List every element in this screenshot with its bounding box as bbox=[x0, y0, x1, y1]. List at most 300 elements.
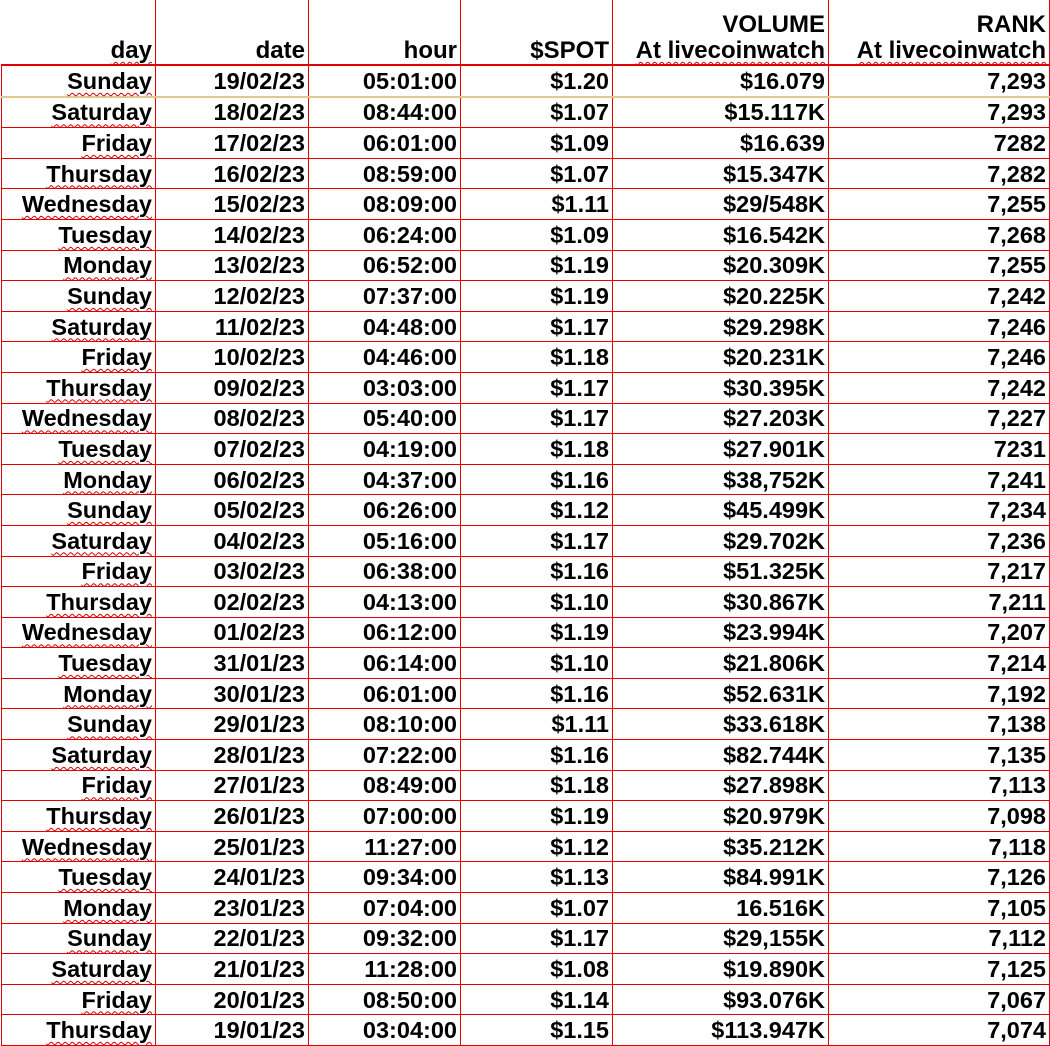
cell-hour[interactable] bbox=[309, 495, 461, 526]
cell-spot-value: $1.17 bbox=[550, 527, 609, 554]
cell-volume[interactable] bbox=[613, 1015, 829, 1046]
cell-spot-value: $1.09 bbox=[550, 221, 609, 248]
cell-hour[interactable] bbox=[309, 97, 461, 128]
cell-hour-value: 03:03:00 bbox=[362, 374, 457, 401]
header-day-label: day bbox=[110, 37, 152, 64]
cell-rank[interactable] bbox=[829, 342, 1050, 373]
cell-hour[interactable] bbox=[309, 923, 461, 954]
cell-spot-value: $1.13 bbox=[550, 864, 609, 891]
cell-day[interactable] bbox=[2, 862, 156, 893]
cell-rank[interactable] bbox=[829, 893, 1050, 924]
cell-spot[interactable] bbox=[461, 434, 613, 465]
cell-spot[interactable] bbox=[461, 678, 613, 709]
table-row bbox=[2, 831, 1050, 862]
cell-spot[interactable] bbox=[461, 648, 613, 679]
cell-day[interactable] bbox=[2, 556, 156, 587]
cell-date[interactable] bbox=[156, 97, 309, 128]
cell-rank-value: 7,074 bbox=[987, 1017, 1046, 1044]
cell-date-value: 02/02/23 bbox=[213, 588, 305, 615]
cell-spot[interactable] bbox=[461, 65, 613, 97]
cell-volume[interactable] bbox=[613, 434, 829, 465]
cell-day[interactable] bbox=[2, 740, 156, 771]
cell-volume[interactable] bbox=[613, 556, 829, 587]
cell-rank[interactable] bbox=[829, 678, 1050, 709]
cell-rank[interactable] bbox=[829, 464, 1050, 495]
cell-spot-value: $1.18 bbox=[550, 344, 609, 371]
table-row bbox=[2, 801, 1050, 832]
cell-spot-value: $1.16 bbox=[550, 558, 609, 585]
header-date[interactable] bbox=[156, 0, 309, 65]
cell-volume[interactable] bbox=[613, 250, 829, 281]
cell-hour[interactable] bbox=[309, 65, 461, 97]
cell-rank[interactable] bbox=[829, 219, 1050, 250]
cell-day[interactable] bbox=[2, 219, 156, 250]
cell-volume[interactable] bbox=[613, 128, 829, 159]
cell-day-value: Wednesday bbox=[21, 619, 152, 646]
cell-spot[interactable] bbox=[461, 311, 613, 342]
cell-date[interactable] bbox=[156, 984, 309, 1015]
table-row bbox=[2, 434, 1050, 465]
header-volume-line2: At livecoinwatch bbox=[635, 37, 825, 64]
cell-volume-value: 16.516K bbox=[736, 894, 825, 921]
cell-hour-value: 08:50:00 bbox=[362, 986, 457, 1013]
cell-date[interactable] bbox=[156, 189, 309, 220]
cell-volume[interactable] bbox=[613, 831, 829, 862]
table-row bbox=[2, 311, 1050, 342]
cell-volume[interactable] bbox=[613, 740, 829, 771]
cell-hour[interactable] bbox=[309, 464, 461, 495]
cell-volume-value: $29,155K bbox=[723, 925, 825, 952]
cell-date-value: 15/02/23 bbox=[213, 191, 305, 218]
cell-hour-value: 04:46:00 bbox=[362, 344, 457, 371]
cell-hour[interactable] bbox=[309, 342, 461, 373]
cell-spot[interactable] bbox=[461, 219, 613, 250]
cell-hour[interactable] bbox=[309, 403, 461, 434]
cell-date-value: 28/01/23 bbox=[213, 741, 305, 768]
cell-spot[interactable] bbox=[461, 1015, 613, 1046]
cell-hour-value: 06:26:00 bbox=[362, 497, 457, 524]
cell-rank[interactable] bbox=[829, 770, 1050, 801]
cell-date-value: 27/01/23 bbox=[213, 772, 305, 799]
cell-rank[interactable] bbox=[829, 158, 1050, 189]
cell-day-value: Tuesday bbox=[58, 650, 152, 677]
cell-spot-value: $1.20 bbox=[550, 67, 609, 94]
cell-volume[interactable] bbox=[613, 617, 829, 648]
cell-day[interactable] bbox=[2, 954, 156, 985]
cell-day[interactable] bbox=[2, 250, 156, 281]
cell-volume[interactable] bbox=[613, 219, 829, 250]
cell-day-value: Saturday bbox=[51, 741, 152, 768]
cell-day[interactable] bbox=[2, 648, 156, 679]
cell-hour[interactable] bbox=[309, 219, 461, 250]
cell-day[interactable] bbox=[2, 158, 156, 189]
table-row bbox=[2, 342, 1050, 373]
cell-date[interactable] bbox=[156, 128, 309, 159]
cell-date[interactable] bbox=[156, 464, 309, 495]
cell-date-value: 12/02/23 bbox=[213, 282, 305, 309]
cell-volume[interactable] bbox=[613, 525, 829, 556]
cell-hour-value: 05:16:00 bbox=[362, 527, 457, 554]
cell-hour-value: 07:00:00 bbox=[362, 803, 457, 830]
cell-day[interactable] bbox=[2, 464, 156, 495]
cell-day[interactable] bbox=[2, 97, 156, 128]
cell-rank[interactable] bbox=[829, 801, 1050, 832]
cell-hour[interactable] bbox=[309, 372, 461, 403]
cell-date[interactable] bbox=[156, 219, 309, 250]
cell-day[interactable] bbox=[2, 281, 156, 312]
table-row bbox=[2, 372, 1050, 403]
cell-hour-value: 05:01:00 bbox=[362, 67, 457, 94]
cell-volume[interactable] bbox=[613, 678, 829, 709]
cell-spot-value: $1.18 bbox=[550, 435, 609, 462]
cell-hour[interactable] bbox=[309, 556, 461, 587]
table-row bbox=[2, 525, 1050, 556]
cell-hour[interactable] bbox=[309, 128, 461, 159]
cell-spot-value: $1.09 bbox=[550, 129, 609, 156]
cell-hour[interactable] bbox=[309, 158, 461, 189]
cell-rank[interactable] bbox=[829, 587, 1050, 618]
cell-volume[interactable] bbox=[613, 923, 829, 954]
cell-rank[interactable] bbox=[829, 984, 1050, 1015]
cell-hour[interactable] bbox=[309, 831, 461, 862]
cell-hour-value: 06:24:00 bbox=[362, 221, 457, 248]
cell-hour[interactable] bbox=[309, 984, 461, 1015]
cell-rank[interactable] bbox=[829, 97, 1050, 128]
cell-volume[interactable] bbox=[613, 342, 829, 373]
cell-day[interactable] bbox=[2, 678, 156, 709]
cell-hour[interactable] bbox=[309, 678, 461, 709]
cell-volume[interactable] bbox=[613, 893, 829, 924]
cell-hour[interactable] bbox=[309, 709, 461, 740]
cell-date[interactable] bbox=[156, 954, 309, 985]
cell-hour-value: 04:37:00 bbox=[362, 466, 457, 493]
cell-day-value: Saturday bbox=[51, 99, 152, 126]
cell-volume-value: $30.867K bbox=[723, 588, 825, 615]
cell-date[interactable] bbox=[156, 740, 309, 771]
cell-hour[interactable] bbox=[309, 587, 461, 618]
cell-spot[interactable] bbox=[461, 495, 613, 526]
cell-volume-value: $20.225K bbox=[723, 282, 825, 309]
table-row bbox=[2, 954, 1050, 985]
header-day[interactable] bbox=[2, 0, 156, 65]
cell-spot[interactable] bbox=[461, 464, 613, 495]
cell-hour-value: 06:12:00 bbox=[362, 619, 457, 646]
cell-volume[interactable] bbox=[613, 648, 829, 679]
cell-date[interactable] bbox=[156, 709, 309, 740]
cell-spot[interactable] bbox=[461, 403, 613, 434]
cell-spot[interactable] bbox=[461, 954, 613, 985]
cell-rank[interactable] bbox=[829, 1015, 1050, 1046]
cell-date[interactable] bbox=[156, 495, 309, 526]
cell-date[interactable] bbox=[156, 403, 309, 434]
cell-day-value: Saturday bbox=[51, 313, 152, 340]
cell-hour[interactable] bbox=[309, 311, 461, 342]
table-row bbox=[2, 128, 1050, 159]
cell-rank[interactable] bbox=[829, 250, 1050, 281]
cell-rank[interactable] bbox=[829, 740, 1050, 771]
header-rank-line1: RANK bbox=[976, 11, 1046, 38]
cell-day[interactable] bbox=[2, 403, 156, 434]
cell-date[interactable] bbox=[156, 801, 309, 832]
cell-day[interactable] bbox=[2, 495, 156, 526]
cell-day[interactable] bbox=[2, 128, 156, 159]
cell-volume[interactable] bbox=[613, 403, 829, 434]
table-row bbox=[2, 1015, 1050, 1046]
header-spot[interactable] bbox=[461, 0, 613, 65]
cell-spot[interactable] bbox=[461, 923, 613, 954]
header-volume[interactable] bbox=[613, 0, 829, 65]
cell-date[interactable] bbox=[156, 525, 309, 556]
cell-day-value: Friday bbox=[81, 558, 152, 585]
cell-date[interactable] bbox=[156, 678, 309, 709]
cell-rank[interactable] bbox=[829, 831, 1050, 862]
header-rank-line2: At livecoinwatch bbox=[856, 37, 1046, 64]
cell-spot[interactable] bbox=[461, 556, 613, 587]
cell-spot-value: $1.17 bbox=[550, 374, 609, 401]
cell-volume-value: $16.079 bbox=[740, 67, 825, 94]
cell-day-value: Sunday bbox=[67, 67, 152, 94]
cell-hour-value: 04:19:00 bbox=[362, 435, 457, 462]
cell-day[interactable] bbox=[2, 525, 156, 556]
cell-volume[interactable] bbox=[613, 862, 829, 893]
cell-volume[interactable] bbox=[613, 770, 829, 801]
cell-day-value: Tuesday bbox=[58, 221, 152, 248]
cell-day-value: Sunday bbox=[67, 925, 152, 952]
cell-date[interactable] bbox=[156, 250, 309, 281]
cell-spot[interactable] bbox=[461, 862, 613, 893]
cell-volume-value: $20.309K bbox=[723, 252, 825, 279]
cell-day[interactable] bbox=[2, 801, 156, 832]
cell-date-value: 10/02/23 bbox=[213, 344, 305, 371]
header-hour[interactable] bbox=[309, 0, 461, 65]
cell-hour[interactable] bbox=[309, 250, 461, 281]
cell-rank[interactable] bbox=[829, 403, 1050, 434]
cell-day[interactable] bbox=[2, 372, 156, 403]
cell-rank[interactable] bbox=[829, 495, 1050, 526]
cell-rank[interactable] bbox=[829, 128, 1050, 159]
cell-day[interactable] bbox=[2, 893, 156, 924]
cell-hour[interactable] bbox=[309, 648, 461, 679]
cell-day-value: Thursday bbox=[46, 1017, 152, 1044]
cell-rank[interactable] bbox=[829, 954, 1050, 985]
cell-spot[interactable] bbox=[461, 801, 613, 832]
cell-hour[interactable] bbox=[309, 189, 461, 220]
cell-spot-value: $1.18 bbox=[550, 772, 609, 799]
cell-hour[interactable] bbox=[309, 434, 461, 465]
cell-date[interactable] bbox=[156, 556, 309, 587]
cell-date[interactable] bbox=[156, 372, 309, 403]
cell-spot-value: $1.11 bbox=[551, 191, 609, 218]
cell-spot[interactable] bbox=[461, 525, 613, 556]
cell-spot-value: $1.12 bbox=[550, 497, 609, 524]
cell-volume[interactable] bbox=[613, 65, 829, 97]
cell-hour-value: 08:10:00 bbox=[362, 711, 457, 738]
table-row bbox=[2, 587, 1050, 618]
cell-rank-value: 7,282 bbox=[987, 160, 1046, 187]
cell-spot[interactable] bbox=[461, 984, 613, 1015]
cell-date[interactable] bbox=[156, 648, 309, 679]
cell-spot[interactable] bbox=[461, 709, 613, 740]
cell-spot[interactable] bbox=[461, 740, 613, 771]
cell-volume-value: $52.631K bbox=[723, 680, 825, 707]
cell-hour[interactable] bbox=[309, 893, 461, 924]
cell-date[interactable] bbox=[156, 770, 309, 801]
cell-rank[interactable] bbox=[829, 434, 1050, 465]
cell-spot[interactable] bbox=[461, 617, 613, 648]
cell-volume[interactable] bbox=[613, 281, 829, 312]
cell-volume[interactable] bbox=[613, 801, 829, 832]
cell-spot[interactable] bbox=[461, 587, 613, 618]
cell-volume-value: $16.542K bbox=[723, 221, 825, 248]
cell-day[interactable] bbox=[2, 434, 156, 465]
cell-hour[interactable] bbox=[309, 740, 461, 771]
cell-hour-value: 07:04:00 bbox=[362, 894, 457, 921]
cell-date[interactable] bbox=[156, 893, 309, 924]
cell-day[interactable] bbox=[2, 189, 156, 220]
cell-date[interactable] bbox=[156, 311, 309, 342]
cell-date[interactable] bbox=[156, 862, 309, 893]
cell-rank[interactable] bbox=[829, 648, 1050, 679]
cell-volume[interactable] bbox=[613, 709, 829, 740]
cell-day-value: Thursday bbox=[46, 374, 152, 401]
cell-date[interactable] bbox=[156, 831, 309, 862]
cell-hour[interactable] bbox=[309, 801, 461, 832]
cell-spot-value: $1.10 bbox=[550, 650, 609, 677]
table-row bbox=[2, 464, 1050, 495]
cell-spot[interactable] bbox=[461, 893, 613, 924]
cell-rank-value: 7282 bbox=[993, 129, 1046, 156]
cell-rank[interactable] bbox=[829, 923, 1050, 954]
cell-day[interactable] bbox=[2, 770, 156, 801]
cell-rank[interactable] bbox=[829, 709, 1050, 740]
cell-day[interactable] bbox=[2, 65, 156, 97]
cell-spot[interactable] bbox=[461, 831, 613, 862]
cell-date-value: 04/02/23 bbox=[213, 527, 305, 554]
table-row bbox=[2, 862, 1050, 893]
cell-rank-value: 7,067 bbox=[987, 986, 1046, 1013]
cell-date[interactable] bbox=[156, 923, 309, 954]
cell-day[interactable] bbox=[2, 311, 156, 342]
cell-day[interactable] bbox=[2, 617, 156, 648]
cell-rank[interactable] bbox=[829, 525, 1050, 556]
cell-date[interactable] bbox=[156, 617, 309, 648]
cell-hour[interactable] bbox=[309, 525, 461, 556]
cell-rank-value: 7,246 bbox=[987, 313, 1046, 340]
cell-spot[interactable] bbox=[461, 281, 613, 312]
cell-hour[interactable] bbox=[309, 770, 461, 801]
cell-rank[interactable] bbox=[829, 189, 1050, 220]
cell-volume[interactable] bbox=[613, 954, 829, 985]
cell-day[interactable] bbox=[2, 587, 156, 618]
cell-rank-value: 7231 bbox=[993, 435, 1046, 462]
header-spot-label: $SPOT bbox=[530, 37, 609, 64]
cell-day-value: Monday bbox=[63, 680, 152, 707]
cell-spot[interactable] bbox=[461, 770, 613, 801]
cell-volume[interactable] bbox=[613, 311, 829, 342]
cell-spot-value: $1.07 bbox=[550, 99, 609, 126]
cell-rank-value: 7,242 bbox=[987, 282, 1046, 309]
header-date-label: date bbox=[255, 37, 305, 64]
cell-spot-value: $1.16 bbox=[550, 680, 609, 707]
cell-spot[interactable] bbox=[461, 250, 613, 281]
cell-hour[interactable] bbox=[309, 281, 461, 312]
cell-spot[interactable] bbox=[461, 128, 613, 159]
cell-day-value: Friday bbox=[81, 772, 152, 799]
cell-volume-value: $27.901K bbox=[723, 435, 825, 462]
cell-volume[interactable] bbox=[613, 464, 829, 495]
cell-day[interactable] bbox=[2, 831, 156, 862]
cell-rank[interactable] bbox=[829, 311, 1050, 342]
cell-day[interactable] bbox=[2, 342, 156, 373]
cell-spot-value: $1.17 bbox=[550, 313, 609, 340]
cell-day-value: Wednesday bbox=[21, 833, 152, 860]
cell-volume[interactable] bbox=[613, 158, 829, 189]
cell-date[interactable] bbox=[156, 65, 309, 97]
cell-hour[interactable] bbox=[309, 617, 461, 648]
header-row bbox=[2, 0, 1050, 65]
cell-volume[interactable] bbox=[613, 97, 829, 128]
cell-day[interactable] bbox=[2, 923, 156, 954]
cell-rank[interactable] bbox=[829, 65, 1050, 97]
cell-date[interactable] bbox=[156, 587, 309, 618]
cell-date[interactable] bbox=[156, 158, 309, 189]
cell-date[interactable] bbox=[156, 281, 309, 312]
cell-hour-value: 11:27:00 bbox=[364, 833, 457, 860]
cell-hour[interactable] bbox=[309, 862, 461, 893]
cell-volume-value: $45.499K bbox=[723, 497, 825, 524]
cell-volume[interactable] bbox=[613, 495, 829, 526]
cell-hour-value: 11:28:00 bbox=[364, 956, 457, 983]
cell-date[interactable] bbox=[156, 434, 309, 465]
cell-rank[interactable] bbox=[829, 617, 1050, 648]
cell-spot[interactable] bbox=[461, 342, 613, 373]
cell-day[interactable] bbox=[2, 984, 156, 1015]
cell-spot-value: $1.19 bbox=[550, 619, 609, 646]
cell-date[interactable] bbox=[156, 1015, 309, 1046]
cell-spot[interactable] bbox=[461, 372, 613, 403]
cell-hour-value: 09:32:00 bbox=[362, 925, 457, 952]
cell-day[interactable] bbox=[2, 1015, 156, 1046]
cell-rank-value: 7,255 bbox=[987, 191, 1046, 218]
table-row bbox=[2, 495, 1050, 526]
cell-hour-value: 08:49:00 bbox=[362, 772, 457, 799]
cell-rank[interactable] bbox=[829, 862, 1050, 893]
cell-day[interactable] bbox=[2, 709, 156, 740]
table-row bbox=[2, 923, 1050, 954]
cell-hour[interactable] bbox=[309, 1015, 461, 1046]
cell-rank[interactable] bbox=[829, 372, 1050, 403]
cell-spot[interactable] bbox=[461, 158, 613, 189]
table-row bbox=[2, 740, 1050, 771]
cell-spot[interactable] bbox=[461, 189, 613, 220]
cell-rank[interactable] bbox=[829, 281, 1050, 312]
cell-rank[interactable] bbox=[829, 556, 1050, 587]
cell-volume[interactable] bbox=[613, 984, 829, 1015]
header-rank[interactable] bbox=[829, 0, 1050, 65]
cell-rank-value: 7,293 bbox=[987, 99, 1046, 126]
cell-date-value: 26/01/23 bbox=[213, 803, 305, 830]
table-row bbox=[2, 281, 1050, 312]
cell-date[interactable] bbox=[156, 342, 309, 373]
table-row bbox=[2, 556, 1050, 587]
cell-volume[interactable] bbox=[613, 372, 829, 403]
cell-volume[interactable] bbox=[613, 587, 829, 618]
cell-volume[interactable] bbox=[613, 189, 829, 220]
cell-hour[interactable] bbox=[309, 954, 461, 985]
cell-hour-value: 07:37:00 bbox=[362, 282, 457, 309]
cell-spot[interactable] bbox=[461, 97, 613, 128]
cell-date-value: 29/01/23 bbox=[213, 711, 305, 738]
